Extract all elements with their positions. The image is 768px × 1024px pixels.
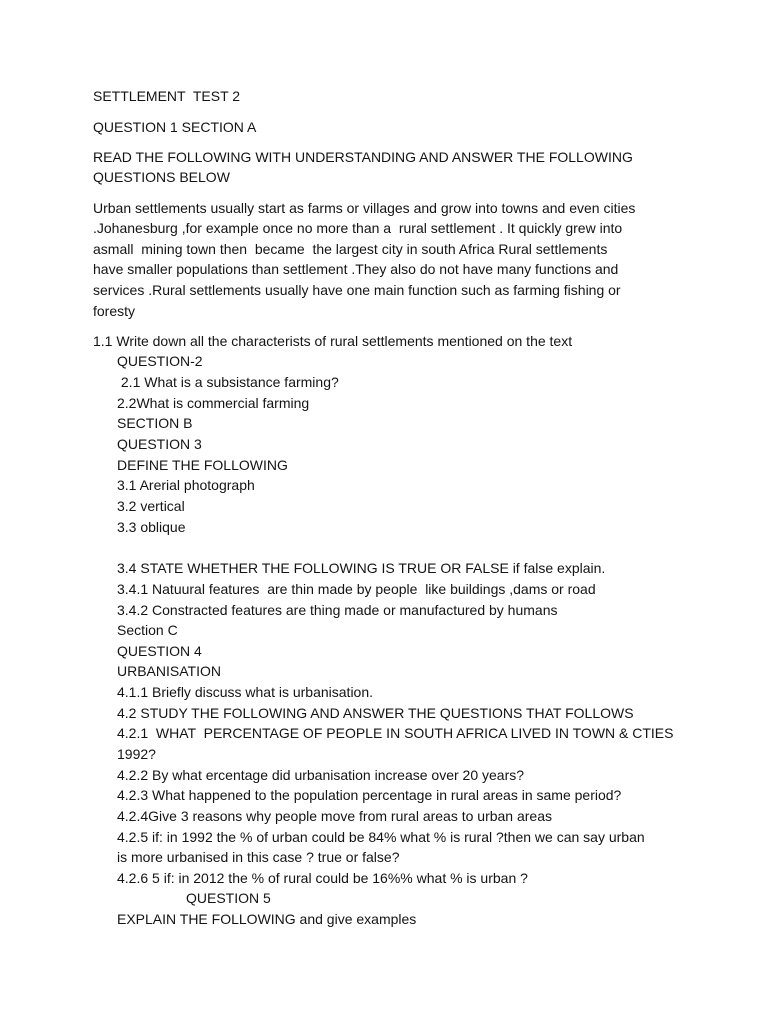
question-4-2-1-line-2: 1992? (117, 746, 156, 762)
question-3-2: 3.2 vertical (117, 498, 185, 514)
define-heading: DEFINE THE FOLLOWING (117, 457, 288, 473)
section-c-heading: Section C (117, 622, 178, 638)
explain-heading: EXPLAIN THE FOLLOWING and give examples (117, 911, 417, 927)
question-4-heading: QUESTION 4 (117, 643, 202, 659)
instructions-line-2: QUESTIONS BELOW (93, 169, 230, 185)
question-2-2: 2.2What is commercial farming (117, 395, 310, 411)
passage-line-3: asmall mining town then became the largest city in south Africa Rural settlements (93, 241, 608, 257)
question-4-2-6: 4.2.6 5 if: in 2012 the % of rural could be 16%% what % is urban ? (117, 870, 528, 886)
question-3-4-2: 3.4.2 Constracted features are thing made or manufactured by humans (117, 602, 558, 618)
question-5-heading: QUESTION 5 (186, 890, 271, 906)
section-b-heading: SECTION B (117, 415, 193, 431)
passage-line-2: .Johanesburg ,for example once no more than a rural settlement . It quickly grew into (93, 220, 623, 236)
question-2-heading: QUESTION-2 (117, 353, 203, 369)
question-3-heading: QUESTION 3 (117, 436, 202, 452)
question-1-1: 1.1 Write down all the characterists of rural settlements mentioned on the text (93, 333, 573, 349)
question-4-2: 4.2 STUDY THE FOLLOWING AND ANSWER THE QUESTIONS THAT FOLLOWS (117, 705, 634, 721)
question-4-2-3: 4.2.3 What happened to the population percentage in rural areas in same period? (117, 787, 622, 803)
question-3-4-1: 3.4.1 Natuural features are thin made by people like buildings ,dams or road (117, 581, 596, 597)
document-title: SETTLEMENT TEST 2 (93, 88, 241, 104)
question-4-2-2: 4.2.2 By what ercentage did urbanisation increase over 20 years? (117, 767, 525, 783)
question-3-4: 3.4 STATE WHETHER THE FOLLOWING IS TRUE OR FALSE if false explain. (117, 560, 606, 576)
question-4-1-1: 4.1.1 Briefly discuss what is urbanisation. (117, 684, 374, 700)
question-4-2-1-line-1: 4.2.1 WHAT PERCENTAGE OF PEOPLE IN SOUTH AFRICA LIVED IN TOWN & CTIES (117, 725, 674, 741)
passage-line-1: Urban settlements usually start as farms or villages and grow into towns and even cities (93, 200, 636, 216)
question-4-2-5-line-1: 4.2.5 if: in 1992 the % of urban could be 84% what % is rural ?then we can say urban (117, 829, 645, 845)
question-2-1: 2.1 What is a subsistance farming? (117, 374, 339, 390)
passage-line-4: have smaller populations than settlement .They also do not have many functions and (93, 261, 619, 277)
section-a-heading: QUESTION 1 SECTION A (93, 119, 257, 135)
question-3-1: 3.1 Arerial photograph (117, 477, 255, 493)
instructions-line-1: READ THE FOLLOWING WITH UNDERSTANDING AND ANSWER THE FOLLOWING (93, 149, 633, 165)
question-4-2-4: 4.2.4Give 3 reasons why people move from rural areas to urban areas (117, 808, 553, 824)
urbanisation-heading: URBANISATION (117, 663, 221, 679)
passage-line-6: foresty (93, 303, 136, 319)
passage-line-5: services .Rural settlements usually have one main function such as farming fishing or (93, 282, 621, 298)
question-3-3: 3.3 oblique (117, 519, 186, 535)
question-4-2-5-line-2: is more urbanised in this case ? true or false? (117, 849, 400, 865)
